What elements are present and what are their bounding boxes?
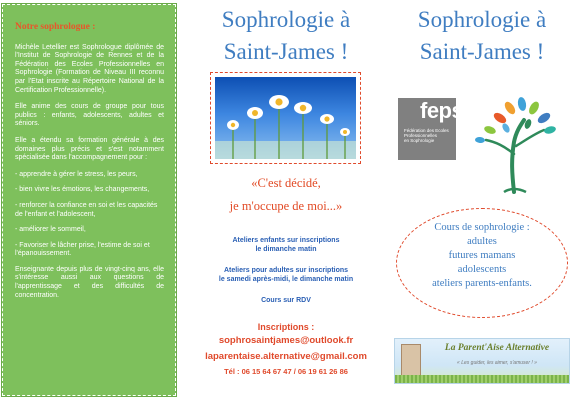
info-line: le samedi après-midi, le dimanche matin (218, 276, 354, 283)
page-title (390, 4, 574, 68)
title-line: Saint-James ! (223, 39, 349, 64)
list-item: - renforcer la confiance en soi et les capacités de l'enfant et l'adolescent, (15, 201, 158, 218)
course-item: adultes (467, 236, 497, 247)
appointment-text: Cours sur RDV (261, 297, 311, 304)
feps-logo (398, 98, 464, 160)
courses-heading: Cours de sophrologie : (434, 222, 530, 233)
parentaise-banner[interactable] (394, 338, 570, 384)
list-item: - améliorer le sommeil, (15, 226, 86, 234)
daisies-illustration (215, 77, 356, 159)
banner-title: La Parent'Aise Alternative (444, 343, 550, 353)
info-line: Ateliers pour adultes sur inscriptions (223, 267, 349, 274)
course-item: ateliers parents-enfants. (432, 278, 532, 289)
page-title (186, 4, 386, 68)
specialization-list (15, 171, 164, 259)
list-item: - bien vivre les émotions, les changements, (15, 186, 150, 194)
list-item: - Favoriser le lâcher prise, l'estime de soi et l'épanouissement. (15, 241, 150, 258)
audience-paragraph: Elle anime des cours de groupe pour tous publics : enfants, adolescents, adultes et séniors. (15, 103, 164, 128)
daisies-photo-frame (210, 72, 361, 164)
quote-line: je m'occupe de moi...» (229, 199, 343, 213)
info-line: Ateliers enfants sur inscriptions (232, 237, 340, 244)
course-item: adolescents (457, 264, 507, 275)
feps-sub-line: Professionnelles (404, 133, 438, 139)
title-line: Saint-James ! (419, 39, 545, 64)
quote-line: «C'est décidé, (251, 176, 321, 190)
adult-workshop-text (186, 266, 386, 284)
title-line: Sophrologie à (417, 7, 547, 32)
title-line: Sophrologie à (221, 7, 351, 32)
phone-text: Tél : 06 15 64 67 47 / 06 19 61 26 86 (224, 367, 348, 376)
middle-column (186, 0, 386, 400)
feps-logo-text: feps (420, 98, 464, 123)
email-link[interactable]: sophrosaintjames@outlook.fr (218, 335, 354, 346)
panel-heading: Notre sophrologue : (15, 22, 96, 32)
info-line: le dimanche matin (255, 246, 317, 253)
bio-paragraph: Michèle Letellier est Sophrologue diplômée de l'Institut de Sophrologie de Rennes et de la Fédération des Ecoles Professionnelles en Sophrologie (Formation de Niveau III reconnu par l'Etat inscrite au Répertoire National de la Certification Professionnelle). (15, 43, 164, 94)
specialization-paragraph: Elle a étendu sa formation générale à des domaines plus précis et s'est notamment spécialisée dans l'accompagnement pour : (15, 136, 164, 162)
inscriptions-label: Inscriptions : (257, 322, 315, 332)
daisies-photo (215, 77, 356, 159)
courses-oval (396, 208, 568, 318)
sophrologist-panel (2, 4, 176, 396)
feps-logo-subtitle (398, 128, 456, 144)
course-item: futures mamans (448, 250, 516, 261)
teaching-paragraph: Enseignante depuis plus de vingt-cinq ans, elle s'intéresse aussi aux questions de l'apprentissage et des difficultés de concentration. (15, 265, 164, 299)
grass-decoration (395, 375, 569, 383)
list-item: - apprendre à gérer le stress, les peurs, (15, 170, 138, 178)
right-column (390, 0, 574, 400)
kids-workshop-text (186, 236, 386, 254)
banner-subtitle: « Les guider, les aimer, s'amuser ! » (457, 360, 537, 366)
feps-sub-line: Fédération des Ecoles (404, 128, 449, 133)
email-link[interactable]: laparentaise.alternative@gmail.com (205, 351, 367, 362)
banner-photo (401, 344, 421, 376)
feps-sub-line: en Sophrologie (404, 138, 435, 144)
tree-logo-icon (464, 84, 564, 196)
